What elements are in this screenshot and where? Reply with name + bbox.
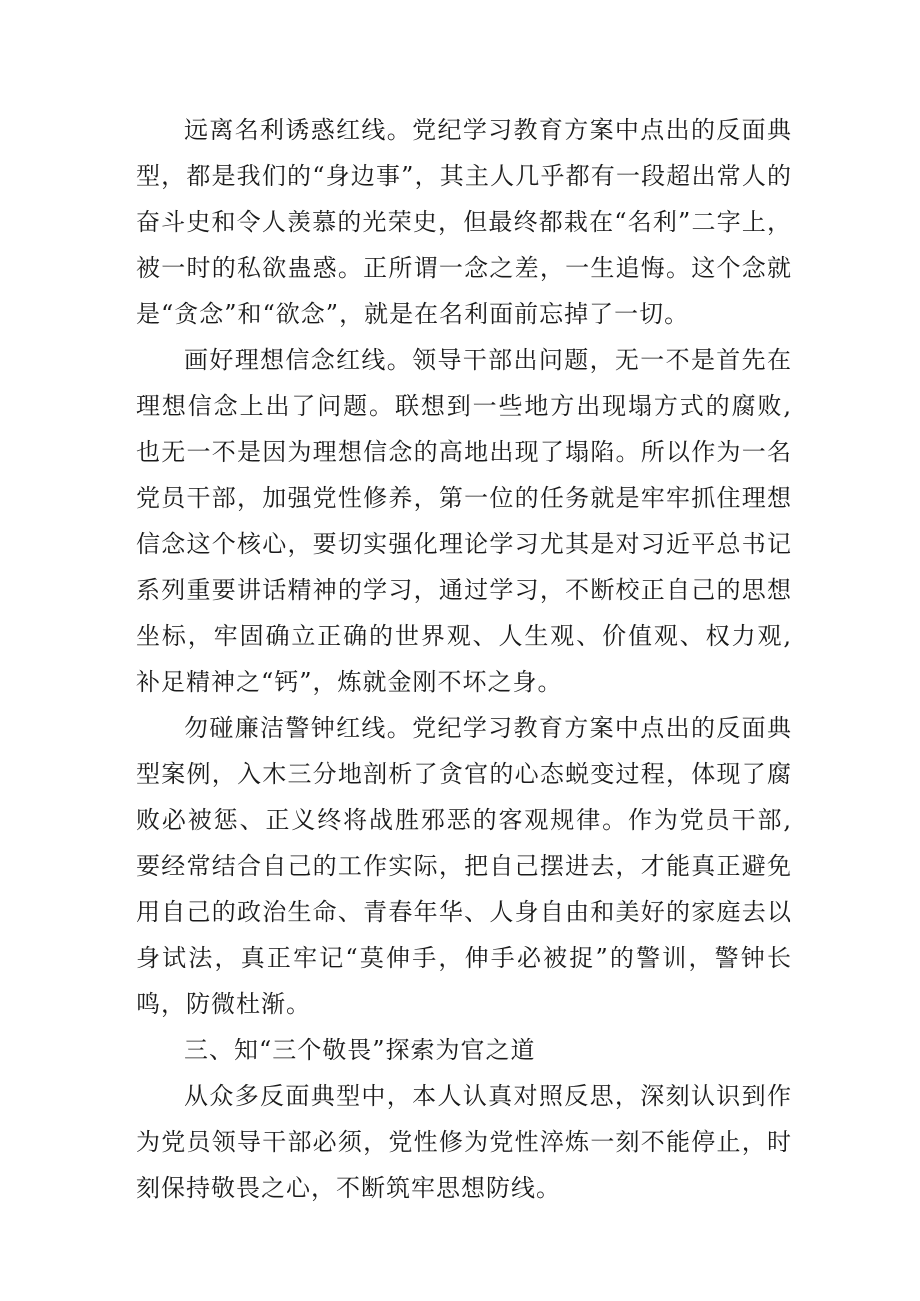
paragraph-reflection: 从众多反面典型中，本人认真对照反思，深刻认识到作为党员领导干部必须，党性修为党性淬炼一刻不能停止，时刻保持敬畏之心，不断筑牢思想防线。 [136, 1082, 792, 1202]
paragraph-ideals-beliefs: 画好理想信念红线。领导干部出问题，无一不是首先在理想信念上出了问题。联想到一些地方出现塌方式的腐败,也无一不是因为理想信念的高地出现了塌陷。所以作为一名党员干部，加强党性修养，第一位的任务就是牢牢抓住理想信念这个核心，要切实强化理论学习尤其是对习近平总书记系列重要讲话精神的学习，通过学习，不断校正自己的思想坐标，牢固确立正确的世界观、人生观、价值观、权力观,补足精神之“钙”，炼就金刚不坏之身。 [136, 346, 792, 696]
paragraph-fame-temptation: 远离名利诱惑红线。党纪学习教育方案中点出的反面典型，都是我们的“身边事”，其主人几乎都有一段超出常人的奋斗史和令人羡慕的光荣史，但最终都栽在“名利”二字上，被一时的私欲蛊惑。正所谓一念之差，一生追悔。这个念就是“贪念”和“欲念”，就是在名利面前忘掉了一切。 [136, 116, 792, 328]
document-body [136, 107, 792, 1211]
paragraph-integrity-alarm: 勿碰廉洁警钟红线。党纪学习教育方案中点出的反面典型案例，入木三分地剖析了贪官的心态蜕变过程，体现了腐败必被惩、正义终将战胜邪恶的客观规律。作为党员干部,要经常结合自己的工作实际，把自己摆进去，才能真正避免用自己的政治生命、青春年华、人身自由和美好的家庭去以身试法，真正牢记“莫伸手，伸手必被捉”的警训，警钟长鸣，防微杜渐。 [136, 714, 792, 1018]
section-heading-three-reverences: 三、知“三个敬畏”探索为官之道 [184, 1036, 536, 1064]
